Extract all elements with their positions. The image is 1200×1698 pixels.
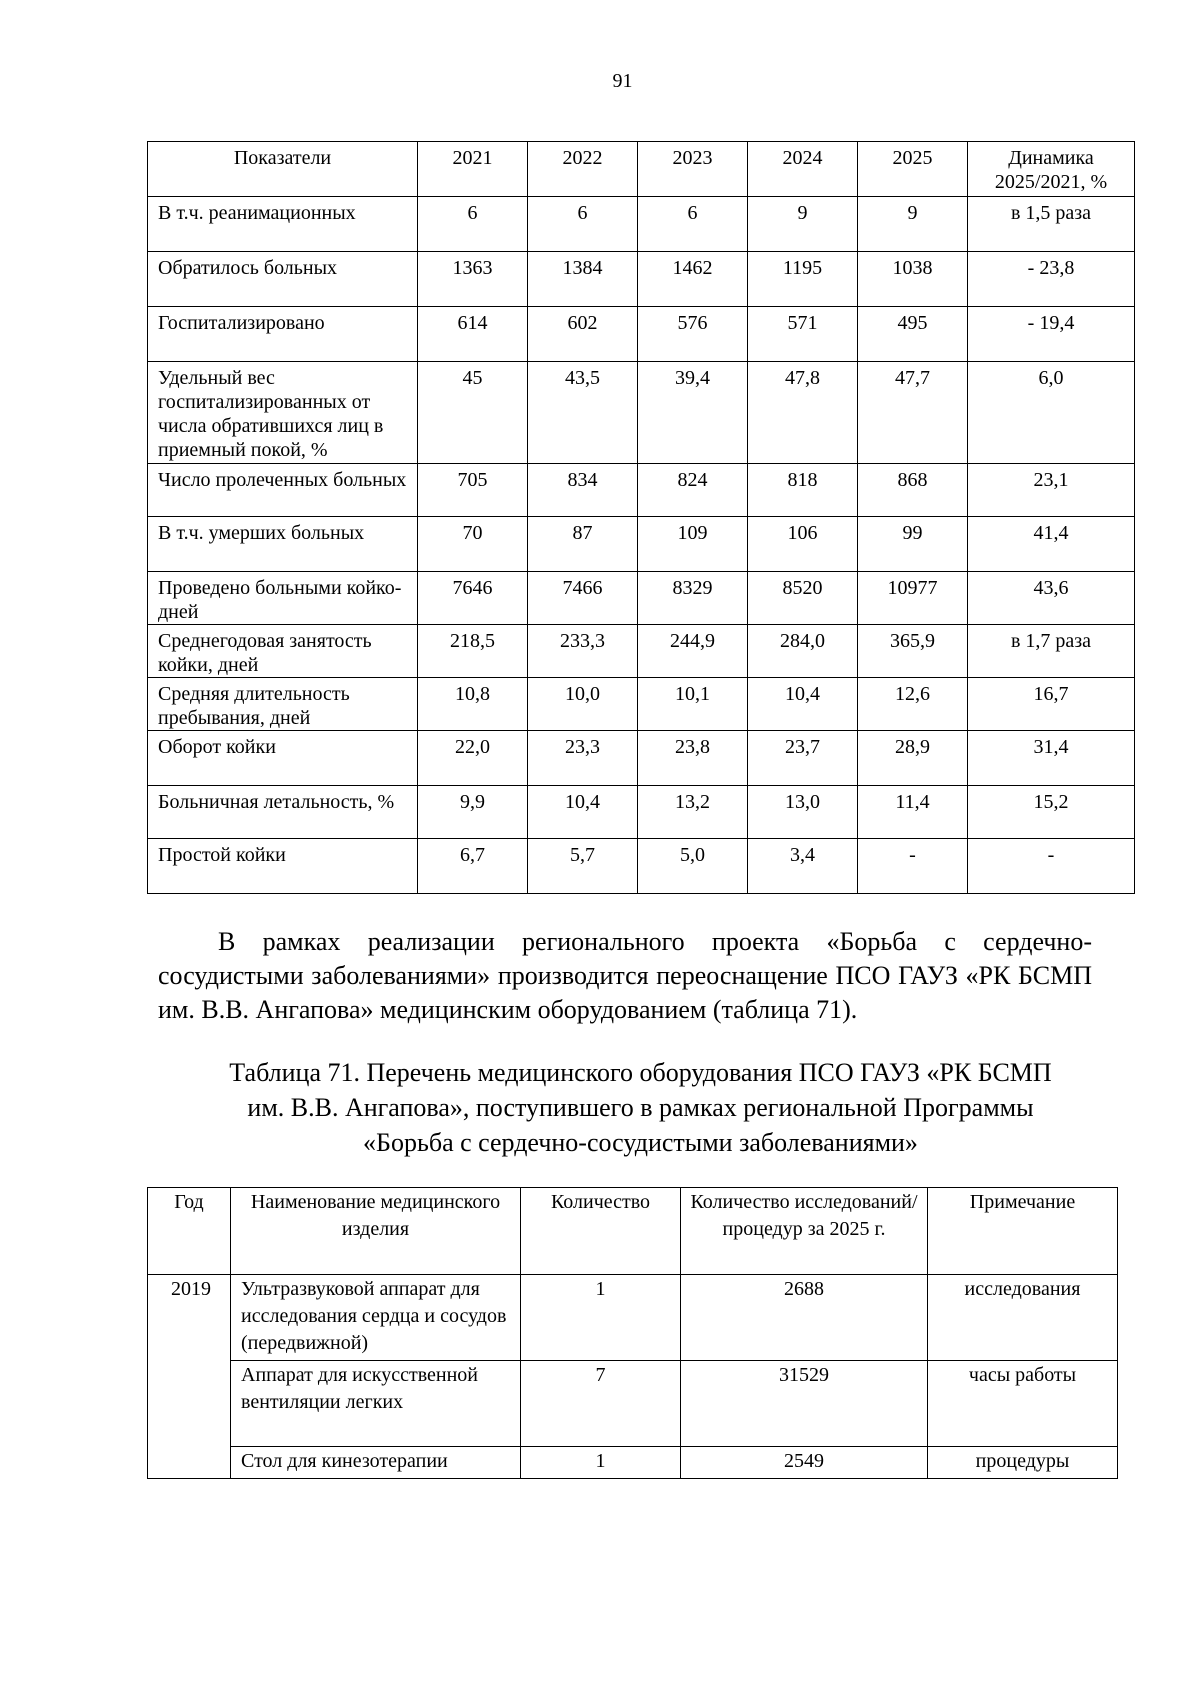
- table-row: [148, 464, 1135, 517]
- column-header: 2021: [418, 142, 528, 197]
- table-row: [148, 517, 1135, 572]
- table-cell: 284,0: [748, 625, 858, 678]
- table-cell: 87: [528, 517, 638, 572]
- table-cell: 15,2: [968, 786, 1135, 839]
- table-cell: процедуры: [928, 1447, 1118, 1479]
- year-value: 2019: [171, 1278, 211, 1300]
- column-header: Показатели: [148, 142, 418, 197]
- column-header: 2022: [528, 142, 638, 197]
- table-cell: 6,7: [418, 839, 528, 894]
- table-row: [148, 307, 1135, 362]
- equipment-name: Ультразвуковой аппарат для исследования сердца и сосудов (передвижной): [231, 1275, 521, 1361]
- table-cell: 16,7: [968, 678, 1135, 731]
- column-header: 2024: [748, 142, 858, 197]
- equipment-name: Аппарат для искусственной вентиляции легких: [231, 1361, 521, 1447]
- table-cell: 5,7: [528, 839, 638, 894]
- column-header: 2025: [858, 142, 968, 197]
- table-cell: 7466: [528, 572, 638, 625]
- table-cell: 1462: [638, 252, 748, 307]
- table-cell: 13,2: [638, 786, 748, 839]
- table-row: [148, 252, 1135, 307]
- row-label: Удельный вес госпитализированных от числа обратившихся лиц в приемный покой, %: [148, 362, 418, 464]
- table-cell: 23,1: [968, 464, 1135, 517]
- row-label: Госпитализировано: [148, 307, 418, 362]
- table-row: [148, 678, 1135, 731]
- table-row: [148, 1275, 1118, 1361]
- table-cell: 31,4: [968, 731, 1135, 786]
- table-cell: 2549: [681, 1447, 928, 1479]
- table-cell: 8329: [638, 572, 748, 625]
- table-row: [148, 731, 1135, 786]
- table-cell: исследования: [928, 1275, 1118, 1361]
- table-cell: 31529: [681, 1361, 928, 1447]
- table-cell: в 1,5 раза: [968, 197, 1135, 252]
- table-cell: 41,4: [968, 517, 1135, 572]
- table-cell: 1038: [858, 252, 968, 307]
- table-cell: 6: [418, 197, 528, 252]
- table-cell: 10,8: [418, 678, 528, 731]
- row-label: В т.ч. реанимационных: [148, 197, 418, 252]
- table-cell: 2688: [681, 1275, 928, 1361]
- table-cell: 6,0: [968, 362, 1135, 464]
- row-label: Больничная летальность, %: [148, 786, 418, 839]
- table-cell: 818: [748, 464, 858, 517]
- column-header: Год: [148, 1188, 231, 1275]
- table-cell: 9: [748, 197, 858, 252]
- table-cell: в 1,7 раза: [968, 625, 1135, 678]
- table-header-row: [148, 142, 1135, 197]
- caption-line: «Борьба с сердечно-сосудистыми заболеваниями»: [363, 1128, 918, 1157]
- table-cell: 11,4: [858, 786, 968, 839]
- table-cell: 9,9: [418, 786, 528, 839]
- table-row: [148, 197, 1135, 252]
- page-number: 91: [612, 70, 633, 92]
- table-cell: 10,0: [528, 678, 638, 731]
- row-label: Среднегодовая занятость койки, дней: [148, 625, 418, 678]
- table-cell: 1: [521, 1275, 681, 1361]
- row-label: В т.ч. умерших больных: [148, 517, 418, 572]
- table-cell: 1384: [528, 252, 638, 307]
- table-row: [148, 625, 1135, 678]
- table-cell: 868: [858, 464, 968, 517]
- column-header: Количество исследований/ процедур за 2025 г.: [681, 1188, 928, 1275]
- table-cell: 8520: [748, 572, 858, 625]
- table-cell: часы работы: [928, 1361, 1118, 1447]
- table-cell: 5,0: [638, 839, 748, 894]
- table-cell: 43,5: [528, 362, 638, 464]
- column-header: Наименование медицинского изделия: [231, 1188, 521, 1275]
- table-cell: 9: [858, 197, 968, 252]
- table-cell: 1195: [748, 252, 858, 307]
- table-cell: 47,8: [748, 362, 858, 464]
- table-cell: 43,6: [968, 572, 1135, 625]
- table-cell: 824: [638, 464, 748, 517]
- table-cell: 10977: [858, 572, 968, 625]
- table-cell: 602: [528, 307, 638, 362]
- paragraph-text: В рамках реализации регионального проекта «Борьба с сердечно-сосудистыми заболеваниями» производится переоснащение ПСО ГАУЗ «РК БСМП им. В.В. Ангапова» медицинским оборудованием (таблица 71).: [158, 927, 1092, 1024]
- table-cell: 1363: [418, 252, 528, 307]
- table-cell: 7: [521, 1361, 681, 1447]
- table-cell: 22,0: [418, 731, 528, 786]
- table-cell: 13,0: [748, 786, 858, 839]
- table-cell: - 23,8: [968, 252, 1135, 307]
- table-cell: 705: [418, 464, 528, 517]
- table-cell: 99: [858, 517, 968, 572]
- table-cell: - 19,4: [968, 307, 1135, 362]
- table-cell: 39,4: [638, 362, 748, 464]
- column-header: Примечание: [928, 1188, 1118, 1275]
- medical-equipment-table: [147, 1187, 1118, 1479]
- table-cell: 45: [418, 362, 528, 464]
- body-paragraph: [158, 925, 1092, 1027]
- table-cell: 10,4: [528, 786, 638, 839]
- table-cell: 7646: [418, 572, 528, 625]
- table-cell: 576: [638, 307, 748, 362]
- table-row: [148, 362, 1135, 464]
- table-cell: 23,7: [748, 731, 858, 786]
- caption-line: им. В.В. Ангапова», поступившего в рамках региональной Программы: [247, 1093, 1034, 1122]
- table-cell: -: [858, 839, 968, 894]
- table-cell: 109: [638, 517, 748, 572]
- column-header: 2023: [638, 142, 748, 197]
- column-header: Динамика 2025/2021, %: [968, 142, 1135, 197]
- table-row: [148, 786, 1135, 839]
- table-caption: [147, 1055, 1134, 1160]
- row-label: Проведено больными койко-дней: [148, 572, 418, 625]
- table-row: [148, 572, 1135, 625]
- table-cell: 47,7: [858, 362, 968, 464]
- equipment-name: Стол для кинезотерапии: [231, 1447, 521, 1479]
- year-cell: [148, 1275, 231, 1479]
- row-label: Оборот койки: [148, 731, 418, 786]
- table-row: [148, 839, 1135, 894]
- table-cell: 233,3: [528, 625, 638, 678]
- table-cell: 614: [418, 307, 528, 362]
- table-cell: 1: [521, 1447, 681, 1479]
- table-cell: 70: [418, 517, 528, 572]
- table-cell: 23,3: [528, 731, 638, 786]
- table-cell: 365,9: [858, 625, 968, 678]
- row-label: Число пролеченных больных: [148, 464, 418, 517]
- hospital-indicators-table: [147, 141, 1135, 894]
- row-label: Обратилось больных: [148, 252, 418, 307]
- column-header: Количество: [521, 1188, 681, 1275]
- table-cell: 10,1: [638, 678, 748, 731]
- table-cell: 571: [748, 307, 858, 362]
- table-cell: -: [968, 839, 1135, 894]
- table-cell: 834: [528, 464, 638, 517]
- table-row: [148, 1447, 1118, 1479]
- table-cell: 10,4: [748, 678, 858, 731]
- table-cell: 495: [858, 307, 968, 362]
- table-cell: 3,4: [748, 839, 858, 894]
- row-label: Простой койки: [148, 839, 418, 894]
- table-cell: 106: [748, 517, 858, 572]
- table-cell: 244,9: [638, 625, 748, 678]
- caption-line: Таблица 71. Перечень медицинского оборудования ПСО ГАУЗ «РК БСМП: [229, 1058, 1052, 1087]
- table-cell: 218,5: [418, 625, 528, 678]
- table-cell: 12,6: [858, 678, 968, 731]
- table-cell: 28,9: [858, 731, 968, 786]
- table-cell: 6: [638, 197, 748, 252]
- row-label: Средняя длительность пребывания, дней: [148, 678, 418, 731]
- table-cell: 23,8: [638, 731, 748, 786]
- table-cell: 6: [528, 197, 638, 252]
- table-header-row: [148, 1188, 1118, 1275]
- table-row: [148, 1361, 1118, 1447]
